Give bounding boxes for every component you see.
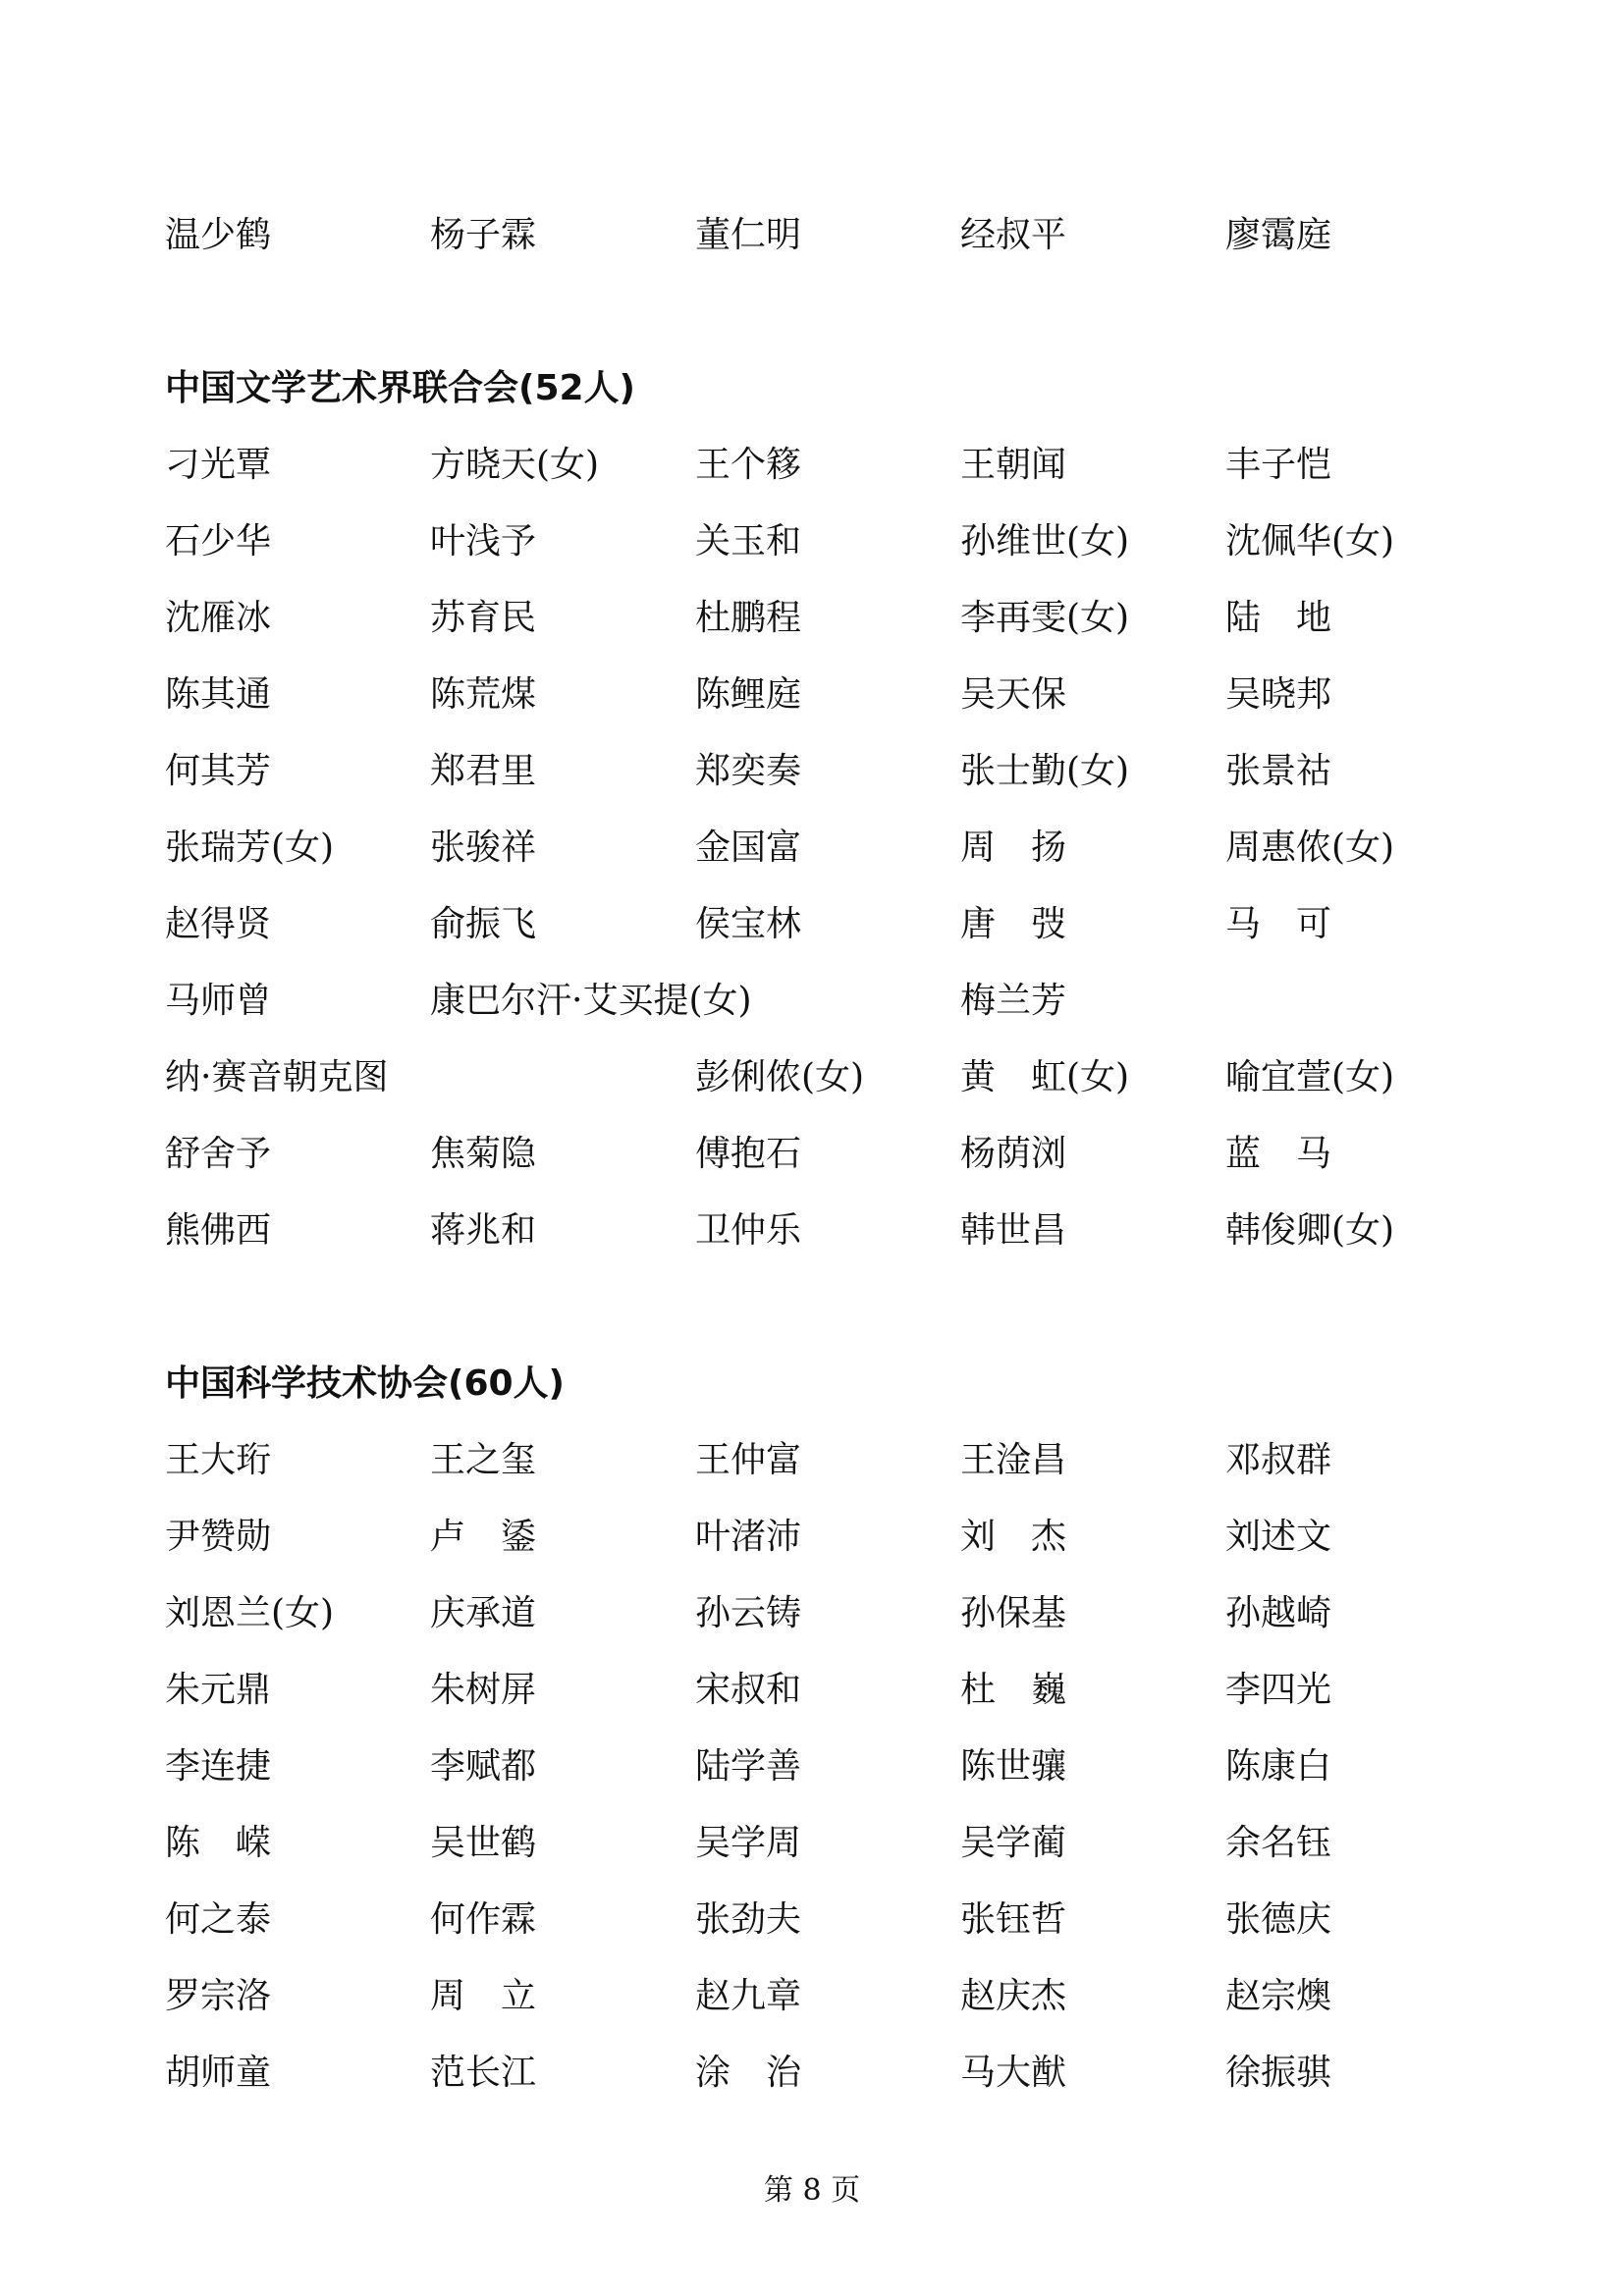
name-cell: 彭俐侬(女)	[695, 1057, 865, 1097]
name-cell: 陈世骧	[960, 1746, 1067, 1787]
name-cell: 杨荫浏	[960, 1134, 1067, 1174]
name-cell: 焦菊隐	[430, 1134, 537, 1174]
name-cell: 吴天保	[960, 674, 1067, 715]
name-cell: 张士勤(女)	[960, 751, 1130, 791]
name-cell: 王仲富	[695, 1440, 802, 1480]
name-cell: 吴学周	[695, 1823, 802, 1863]
name-cell: 刘 杰	[960, 1517, 1067, 1557]
name-cell: 陆学善	[695, 1746, 802, 1787]
name-cell: 张景祜	[1225, 751, 1332, 791]
name-cell: 经叔平	[960, 215, 1067, 255]
name-row	[0, 1814, 1624, 1873]
name-cell: 吴晓邦	[1225, 674, 1332, 715]
name-cell: 李四光	[1225, 1670, 1332, 1710]
name-row	[0, 972, 1624, 1031]
name-row	[0, 1048, 1624, 1107]
name-cell: 纳·赛音朝克图	[165, 1057, 389, 1097]
name-row	[0, 206, 1624, 265]
name-row	[0, 1967, 1624, 2026]
name-cell: 孙云铸	[695, 1593, 802, 1633]
name-cell: 卢 鋈	[430, 1517, 537, 1557]
section-heading: 中国科学技术协会(60人)	[165, 1363, 566, 1404]
name-row	[0, 895, 1624, 954]
name-cell: 韩世昌	[960, 1210, 1067, 1251]
section-heading: 中国文学艺术界联合会(52人)	[165, 368, 636, 408]
name-cell: 舒舍予	[165, 1134, 272, 1174]
name-cell: 喻宜萱(女)	[1225, 1057, 1395, 1097]
name-cell: 马师曾	[165, 981, 272, 1021]
name-cell: 张骏祥	[430, 828, 537, 868]
name-cell: 郑君里	[430, 751, 537, 791]
name-cell: 王之玺	[430, 1440, 537, 1480]
name-cell: 刁光覃	[165, 445, 272, 485]
name-cell: 何作霖	[430, 1899, 537, 1940]
name-cell: 张德庆	[1225, 1899, 1332, 1940]
name-row	[0, 666, 1624, 724]
name-row	[0, 436, 1624, 495]
name-cell: 余名钰	[1225, 1823, 1332, 1863]
name-cell: 王淦昌	[960, 1440, 1067, 1480]
name-row	[0, 1737, 1624, 1796]
name-cell: 周惠侬(女)	[1225, 828, 1395, 868]
name-cell: 卫仲乐	[695, 1210, 802, 1251]
name-cell: 王朝闻	[960, 445, 1067, 485]
name-cell: 李连捷	[165, 1746, 272, 1787]
name-cell: 朱树屏	[430, 1670, 537, 1710]
name-cell: 宋叔和	[695, 1670, 802, 1710]
name-cell: 关玉和	[695, 521, 802, 561]
name-cell: 唐 弢	[960, 904, 1067, 944]
name-cell: 杜 巍	[960, 1670, 1067, 1710]
name-cell: 马大猷	[960, 2053, 1067, 2093]
name-cell: 何其芳	[165, 751, 272, 791]
name-cell: 周 扬	[960, 828, 1067, 868]
name-cell: 方晓天(女)	[430, 445, 600, 485]
name-cell: 侯宝林	[695, 904, 802, 944]
name-cell: 赵庆杰	[960, 1976, 1067, 2016]
name-cell: 赵九章	[695, 1976, 802, 2016]
name-cell: 韩俊卿(女)	[1225, 1210, 1395, 1251]
name-cell: 丰子恺	[1225, 445, 1332, 485]
name-cell: 朱元鼎	[165, 1670, 272, 1710]
name-cell: 蓝 马	[1225, 1134, 1332, 1174]
name-cell: 熊佛西	[165, 1210, 272, 1251]
name-cell: 李赋都	[430, 1746, 537, 1787]
name-row	[0, 589, 1624, 648]
name-cell: 范长江	[430, 2053, 537, 2093]
name-cell: 吴学蔺	[960, 1823, 1067, 1863]
name-cell: 张钰哲	[960, 1899, 1067, 1940]
name-cell: 陈荒煤	[430, 674, 537, 715]
name-row	[0, 2044, 1624, 2103]
name-cell: 温少鹤	[165, 215, 272, 255]
name-cell: 俞振飞	[430, 904, 537, 944]
name-cell: 罗宗洛	[165, 1976, 272, 2016]
name-cell: 孙保基	[960, 1593, 1067, 1633]
name-cell: 孙维世(女)	[960, 521, 1130, 561]
name-row	[0, 1661, 1624, 1720]
name-cell: 王个簃	[695, 445, 802, 485]
name-cell: 沈佩华(女)	[1225, 521, 1395, 561]
name-row	[0, 1584, 1624, 1643]
name-row	[0, 1431, 1624, 1490]
name-cell: 徐振骐	[1225, 2053, 1332, 2093]
name-cell: 黄 虹(女)	[960, 1057, 1130, 1097]
name-cell: 张劲夫	[695, 1899, 802, 1940]
name-cell: 尹赞勋	[165, 1517, 272, 1557]
name-cell: 梅兰芳	[960, 981, 1067, 1021]
name-cell: 廖霭庭	[1225, 215, 1332, 255]
name-row	[0, 1508, 1624, 1567]
name-cell: 王大珩	[165, 1440, 272, 1480]
name-cell: 刘恩兰(女)	[165, 1593, 335, 1633]
name-cell: 杨子霖	[430, 215, 537, 255]
name-cell: 周 立	[430, 1976, 537, 2016]
name-cell: 陈鲤庭	[695, 674, 802, 715]
name-cell: 涂 治	[695, 2053, 802, 2093]
name-cell: 胡师童	[165, 2053, 272, 2093]
name-cell: 陈 嵘	[165, 1823, 272, 1863]
name-row	[0, 512, 1624, 571]
name-cell: 陈其通	[165, 674, 272, 715]
name-cell: 马 可	[1225, 904, 1332, 944]
name-cell: 陈康白	[1225, 1746, 1332, 1787]
name-cell: 陆 地	[1225, 598, 1332, 638]
name-cell: 张瑞芳(女)	[165, 828, 335, 868]
name-cell: 叶浅予	[430, 521, 537, 561]
name-row	[0, 1891, 1624, 1949]
name-row	[0, 742, 1624, 801]
name-cell: 赵得贤	[165, 904, 272, 944]
name-cell: 傅抱石	[695, 1134, 802, 1174]
name-cell: 沈雁冰	[165, 598, 272, 638]
name-cell: 蒋兆和	[430, 1210, 537, 1251]
name-cell: 郑奕奏	[695, 751, 802, 791]
page-number: 第 8 页	[763, 2173, 861, 2208]
name-row	[0, 819, 1624, 878]
name-cell: 庆承道	[430, 1593, 537, 1633]
name-row	[0, 1201, 1624, 1260]
name-cell: 刘述文	[1225, 1517, 1332, 1557]
name-cell: 邓叔群	[1225, 1440, 1332, 1480]
name-cell: 李再雯(女)	[960, 598, 1130, 638]
name-cell: 何之泰	[165, 1899, 272, 1940]
name-cell: 石少华	[165, 521, 272, 561]
name-cell: 赵宗燠	[1225, 1976, 1332, 2016]
name-cell: 康巴尔汗·艾买提(女)	[430, 981, 752, 1021]
name-row	[0, 1125, 1624, 1184]
name-cell: 吴世鹤	[430, 1823, 537, 1863]
name-cell: 董仁明	[695, 215, 802, 255]
name-cell: 杜鹏程	[695, 598, 802, 638]
name-cell: 苏育民	[430, 598, 537, 638]
name-cell: 金国富	[695, 828, 802, 868]
name-cell: 孙越崎	[1225, 1593, 1332, 1633]
name-cell: 叶渚沛	[695, 1517, 802, 1557]
